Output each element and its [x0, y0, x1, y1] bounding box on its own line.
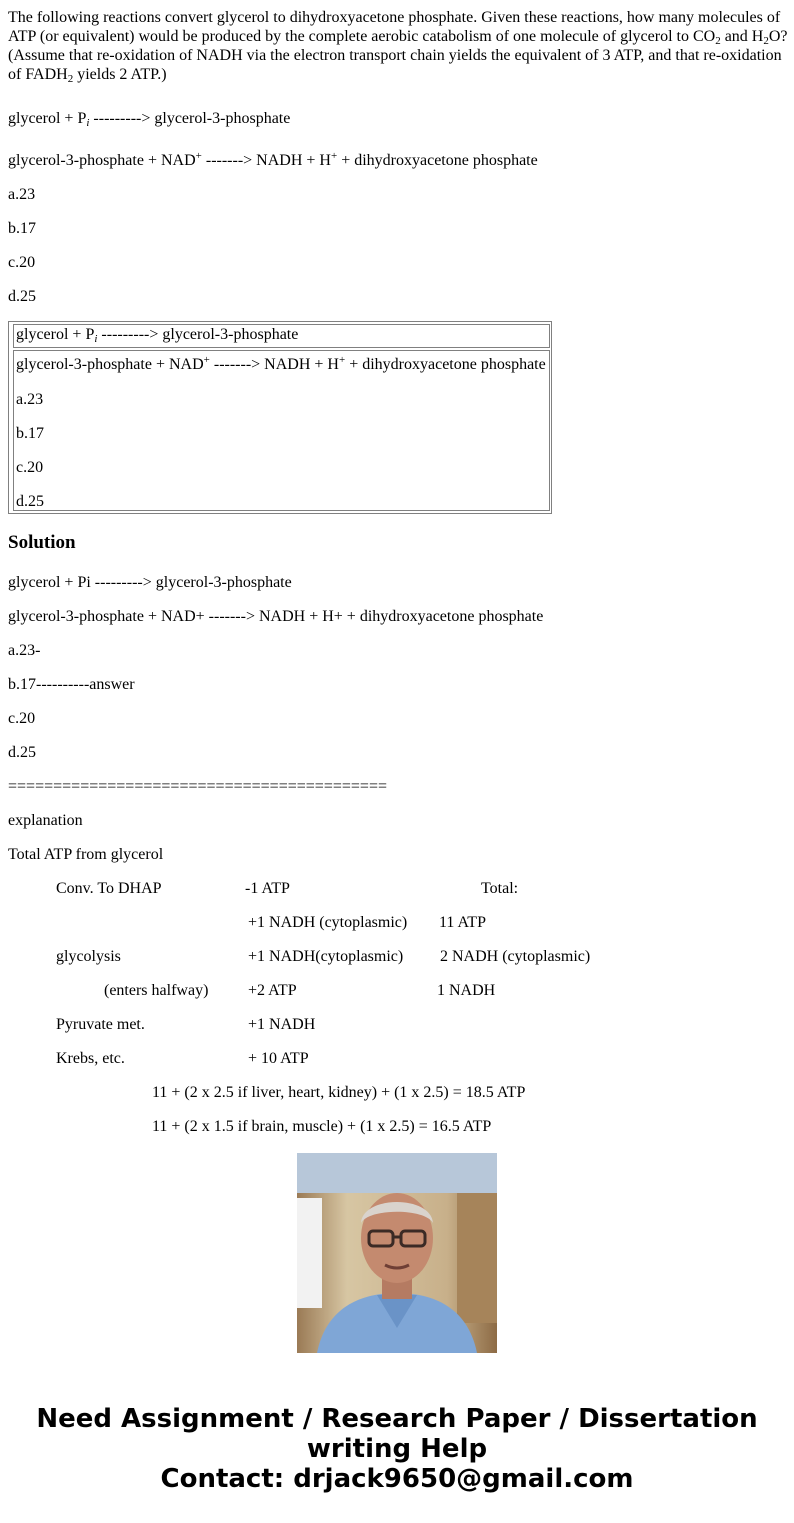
table-reaction-1: glycerol + $P_i$ ---------> glycerol-3-phosphate	[16, 326, 299, 345]
row1-col2: -1 ATP	[245, 880, 290, 897]
solution-option-b: b.17----------answer	[8, 676, 135, 693]
row4-col1: (enters halfway)	[104, 982, 209, 999]
question-table-cell-2	[13, 350, 550, 511]
row6-col1: Krebs, etc.	[56, 1050, 125, 1067]
row5-col1: Pyruvate met.	[56, 1016, 145, 1033]
row1-col3: Total:	[481, 880, 519, 897]
row4-col2: +2 ATP	[248, 982, 297, 999]
reaction-2: glycerol-3-phosphate + NAD+ -------> NADH + H+ + dihydroxyacetone phosphate	[8, 150, 538, 169]
solution-line-1: glycerol + Pi ---------> glycerol-3-phosphate	[8, 574, 292, 591]
table-reaction-2: glycerol-3-phosphate + NAD+ -------> NADH + H+ + dihydroxyacetone phosphate	[16, 354, 546, 373]
calc-line-2: 11 + (2 x 1.5 if brain, muscle) + (1 x 2.5) = 16.5 ATP	[152, 1118, 492, 1135]
row3-col2: +1 NADH(cytoplasmic)	[248, 948, 404, 965]
solution-option-c: c.20	[8, 710, 36, 727]
question-text: The following reactions convert glycerol to dihydroxyacetone phosphate. Given these reactions, how many molecules of ATP (or equivalent) would be produced by the complete aerobic catabolism of one molecule of glycerol to $CO_2$ and $H_2O$? (Assume that re-oxidation of NADH via the electron transport chain yields the equivalent of 3 ATP, and that re-oxidation of $FADH_2$ yields 2 ATP.)	[8, 9, 788, 85]
solution-heading: Solution	[8, 532, 76, 553]
solution-line-2: glycerol-3-phosphate + NAD+ -------> NADH + H+ + dihydroxyacetone phosphate	[8, 608, 544, 625]
promo-line-1: Need Assignment / Research Paper / Dissertation	[36, 1404, 758, 1434]
row3-col3: 2 NADH (cytoplasmic)	[440, 948, 591, 965]
option-a: a.23	[8, 186, 36, 203]
row3-col1: glycolysis	[56, 948, 121, 965]
row5-col2: +1 NADH	[248, 1016, 316, 1033]
row4-col3: 1 NADH	[437, 982, 496, 999]
row6-col2: + 10 ATP	[248, 1050, 309, 1067]
solution-option-d: d.25	[8, 744, 36, 761]
option-b: b.17	[8, 220, 36, 237]
explanation-label: explanation	[8, 812, 83, 829]
divider: ==========================================	[8, 778, 387, 795]
portrait-image	[297, 1153, 497, 1353]
solution-option-a: a.23-	[8, 642, 41, 659]
author-photo	[297, 1153, 497, 1353]
clipped-region	[0, 1100, 794, 1135]
table-option-a: a.23	[16, 391, 44, 408]
row2-col2: +1 NADH (cytoplasmic)	[248, 914, 408, 931]
option-c: c.20	[8, 254, 36, 271]
promo-line-2: writing Help	[306, 1434, 488, 1464]
table-option-b: b.17	[16, 425, 44, 442]
table-option-d: d.25	[16, 493, 44, 510]
promo-contact: Contact: drjack9650@gmail.com	[160, 1464, 634, 1494]
calc-line-1: 11 + (2 x 2.5 if liver, heart, kidney) + (1 x 2.5) = 18.5 ATP	[152, 1084, 526, 1101]
table-option-c: c.20	[16, 459, 44, 476]
promo-banner	[0, 1404, 794, 1494]
option-d: d.25	[8, 288, 36, 305]
row1-col1: Conv. To DHAP	[56, 880, 162, 897]
reaction-1: glycerol + $P_i$ ---------> glycerol-3-phosphate	[8, 110, 291, 129]
row2-col3: 11 ATP	[439, 914, 486, 931]
total-label: Total ATP from glycerol	[8, 846, 164, 863]
